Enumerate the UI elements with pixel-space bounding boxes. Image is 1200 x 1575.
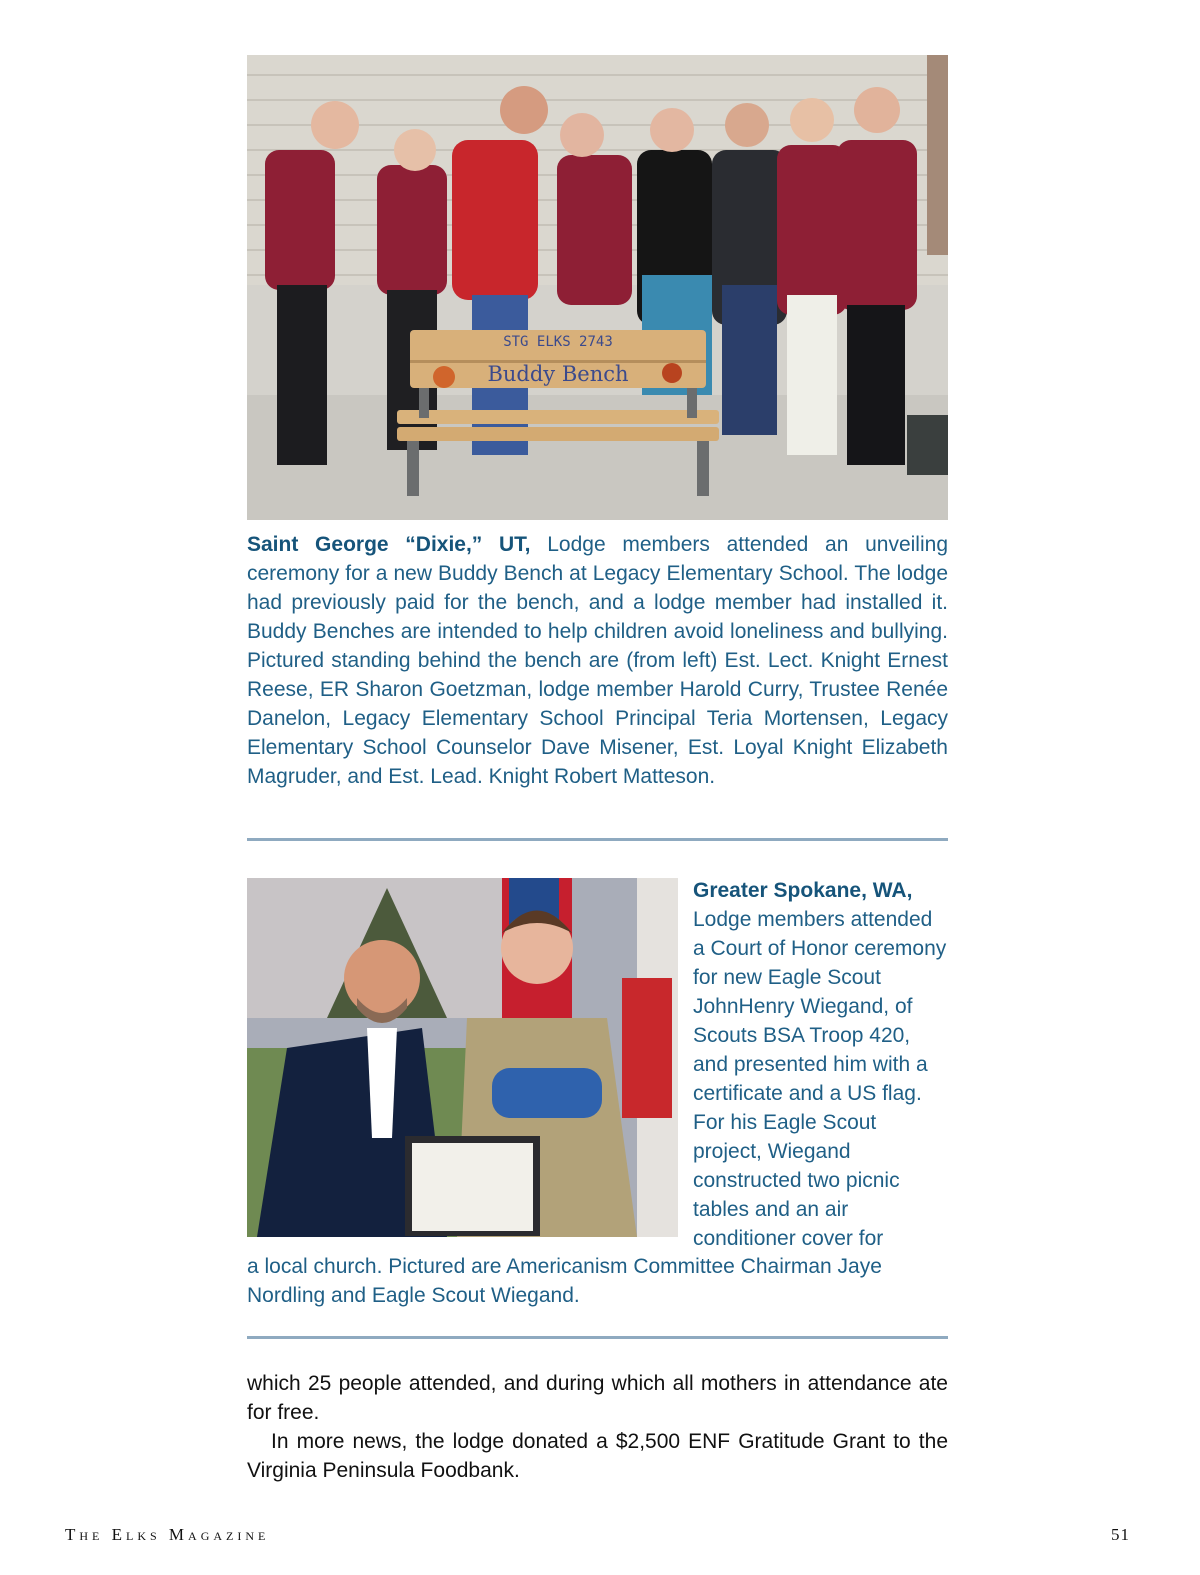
lodge-name-spokane: Greater Spokane, WA,: [693, 879, 913, 902]
caption-saint-george: [247, 530, 948, 791]
buddy-bench-photo: [247, 55, 948, 520]
lodge-name-saint-george: Saint George “Dixie,” UT,: [247, 533, 531, 556]
body-paragraph: In more news, the lodge donated a $2,500 ENF Gratitude Grant to the Virginia Peninsula Foodbank.: [247, 1430, 948, 1482]
page-number: 51: [1111, 1525, 1130, 1544]
caption-spokane-side: [693, 876, 948, 1253]
bench-sign-text: Buddy Bench: [487, 362, 629, 386]
caption-text-spokane-continued: a local church. Pictured are Americanism Committee Chairman Jaye Nordling and Eagle Scout Wiegand.: [247, 1255, 882, 1307]
magazine-title: [65, 1525, 269, 1545]
buddy-bench-illustration: [247, 55, 948, 520]
magazine-title-text: The Elks Magazine: [65, 1525, 270, 1544]
caption-text-spokane-side: Lodge members attended a Court of Honor ceremony for new Eagle Scout JohnHenry Wiegand, of Scouts BSA Troop 420, and presented him with a certificate and a US flag. For his Eagle Scout project, Wiegand constructed two picnic tables and an air conditioner cover for: [693, 908, 947, 1250]
eagle-scout-photo: [247, 878, 678, 1237]
caption-spokane-continued: [247, 1252, 948, 1310]
body-paragraph: which 25 people attended, and during which all mothers in attendance ate for free.: [247, 1372, 948, 1424]
caption-text-saint-george: Lodge members attended an unveiling ceremony for a new Buddy Bench at Legacy Elementary School. The lodge had previously paid for the bench, and a lodge member had installed it. Buddy Benches are intended to help children avoid loneliness and bullying. Pictured standing behind the bench are (from left) Est. Lect. Knight Ernest Reese, ER Sharon Goetzman, lodge member Harold Curry, Trustee Renée Danelon, Legacy Elementary School Principal Teria Mortensen, Legacy Elementary School Counselor Dave Misener, Est. Loyal Knight Elizabeth Magruder, and Est. Lead. Knight Robert Matteson.: [247, 533, 948, 788]
bench-top-text: STG ELKS 2743: [503, 334, 613, 350]
section-divider: [247, 1336, 948, 1339]
section-divider: [247, 838, 948, 841]
eagle-scout-illustration: [247, 878, 678, 1237]
